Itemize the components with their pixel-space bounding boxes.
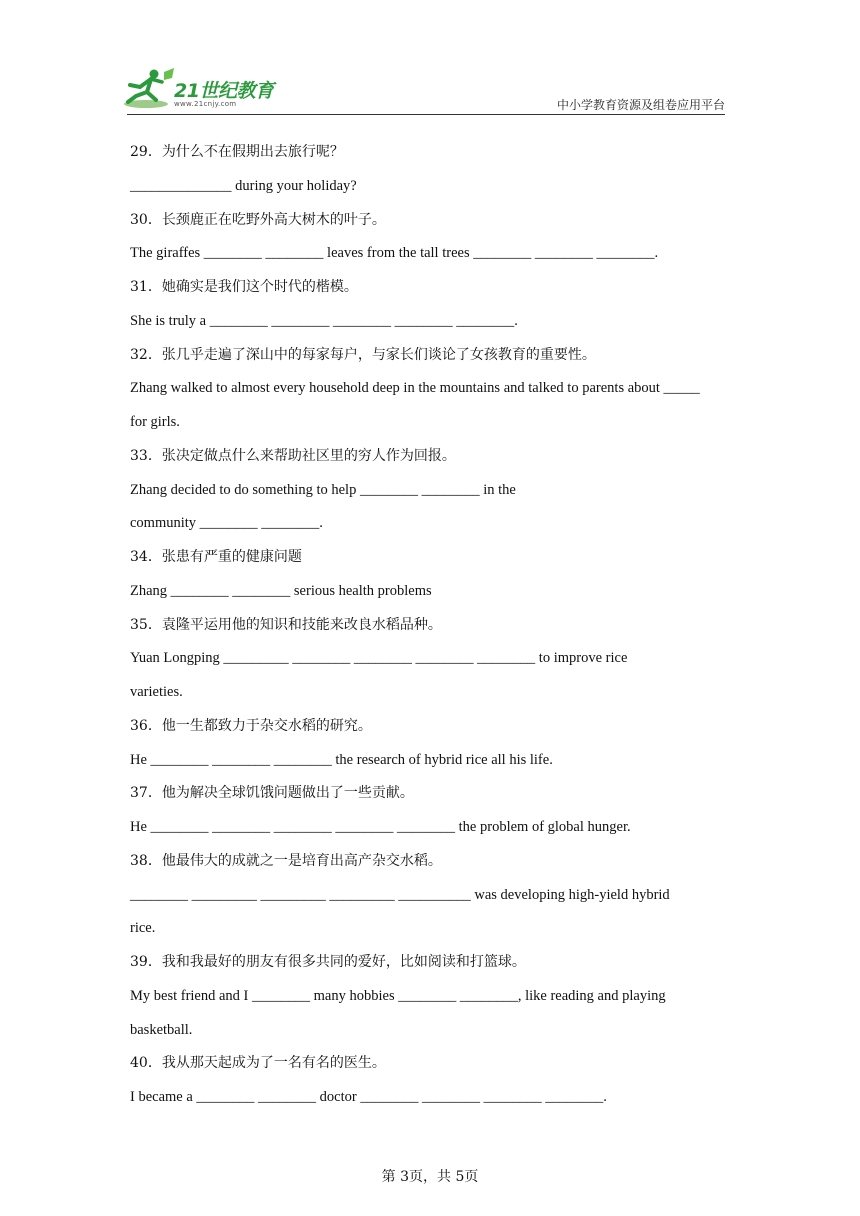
runner-logo-icon bbox=[120, 66, 176, 112]
answer-line: ________ _________ _________ _________ __________ was developing high-yield hybrid bbox=[130, 887, 670, 903]
header-divider bbox=[127, 114, 725, 115]
platform-title: 中小学教育资源及组卷应用平台 bbox=[556, 98, 725, 112]
answer-line: She is truly a ________ ________ ________ ________ ________. bbox=[130, 313, 518, 329]
question-prompt: 33．张决定做点什么来帮助社区里的穷人作为回报。 bbox=[130, 448, 456, 464]
answer-line: Zhang ________ ________ serious health problems bbox=[130, 583, 432, 599]
answer-line: Zhang decided to do something to help ________ ________ in the bbox=[130, 482, 516, 498]
page-header bbox=[120, 66, 725, 116]
question-prompt: 32．张几乎走遍了深山中的每家每户，与家长们谈论了女孩教育的重要性。 bbox=[130, 347, 596, 363]
question-prompt: 36．他一生都致力于杂交水稻的研究。 bbox=[130, 718, 372, 734]
question-prompt: 34．张患有严重的健康问题 bbox=[130, 549, 302, 565]
question-prompt: 31．她确实是我们这个时代的楷模。 bbox=[130, 279, 358, 295]
logo bbox=[120, 66, 290, 112]
answer-line: Zhang walked to almost every household deep in the mountains and talked to parents about _____ bbox=[130, 380, 700, 396]
answer-line: My best friend and I ________ many hobbies ________ ________, like reading and playing bbox=[130, 988, 666, 1004]
logo-url: www.21cnjy.com bbox=[174, 100, 237, 108]
answer-line: community ________ ________. bbox=[130, 515, 323, 531]
answer-line: He ________ ________ ________ ________ ________ the problem of global hunger. bbox=[130, 819, 631, 835]
answer-line: varieties. bbox=[130, 684, 183, 700]
question-prompt: 35．袁隆平运用他的知识和技能来改良水稻品种。 bbox=[130, 617, 442, 633]
answer-line: for girls. bbox=[130, 414, 180, 430]
question-prompt: 37．他为解决全球饥饿问题做出了一些贡献。 bbox=[130, 785, 414, 801]
question-prompt: 29．为什么不在假期出去旅行呢？ bbox=[130, 144, 344, 160]
question-prompt: 40．我从那天起成为了一名有名的医生。 bbox=[130, 1055, 386, 1071]
answer-line: basketball. bbox=[130, 1022, 193, 1038]
question-prompt: 38．他最伟大的成就之一是培育出高产杂交水稻。 bbox=[130, 853, 442, 869]
answer-line: rice. bbox=[130, 920, 156, 936]
answer-line: He ________ ________ ________ the research of hybrid rice all his life. bbox=[130, 752, 553, 768]
question-prompt: 30．长颈鹿正在吃野外高大树木的叶子。 bbox=[130, 212, 386, 228]
question-prompt: 39．我和我最好的朋友有很多共同的爱好，比如阅读和打篮球。 bbox=[130, 954, 526, 970]
page-footer: 第 3页，共 5页 bbox=[381, 1169, 479, 1185]
answer-line: Yuan Longping _________ ________ ________ ________ ________ to improve rice bbox=[130, 650, 628, 666]
answer-line: ______________ during your holiday? bbox=[130, 178, 357, 194]
answer-line: The giraffes ________ ________ leaves from the tall trees ________ ________ ________. bbox=[130, 245, 659, 261]
answer-line: I became a ________ ________ doctor ________ ________ ________ ________. bbox=[130, 1089, 607, 1105]
logo-text: 21世纪教育 bbox=[174, 80, 274, 102]
